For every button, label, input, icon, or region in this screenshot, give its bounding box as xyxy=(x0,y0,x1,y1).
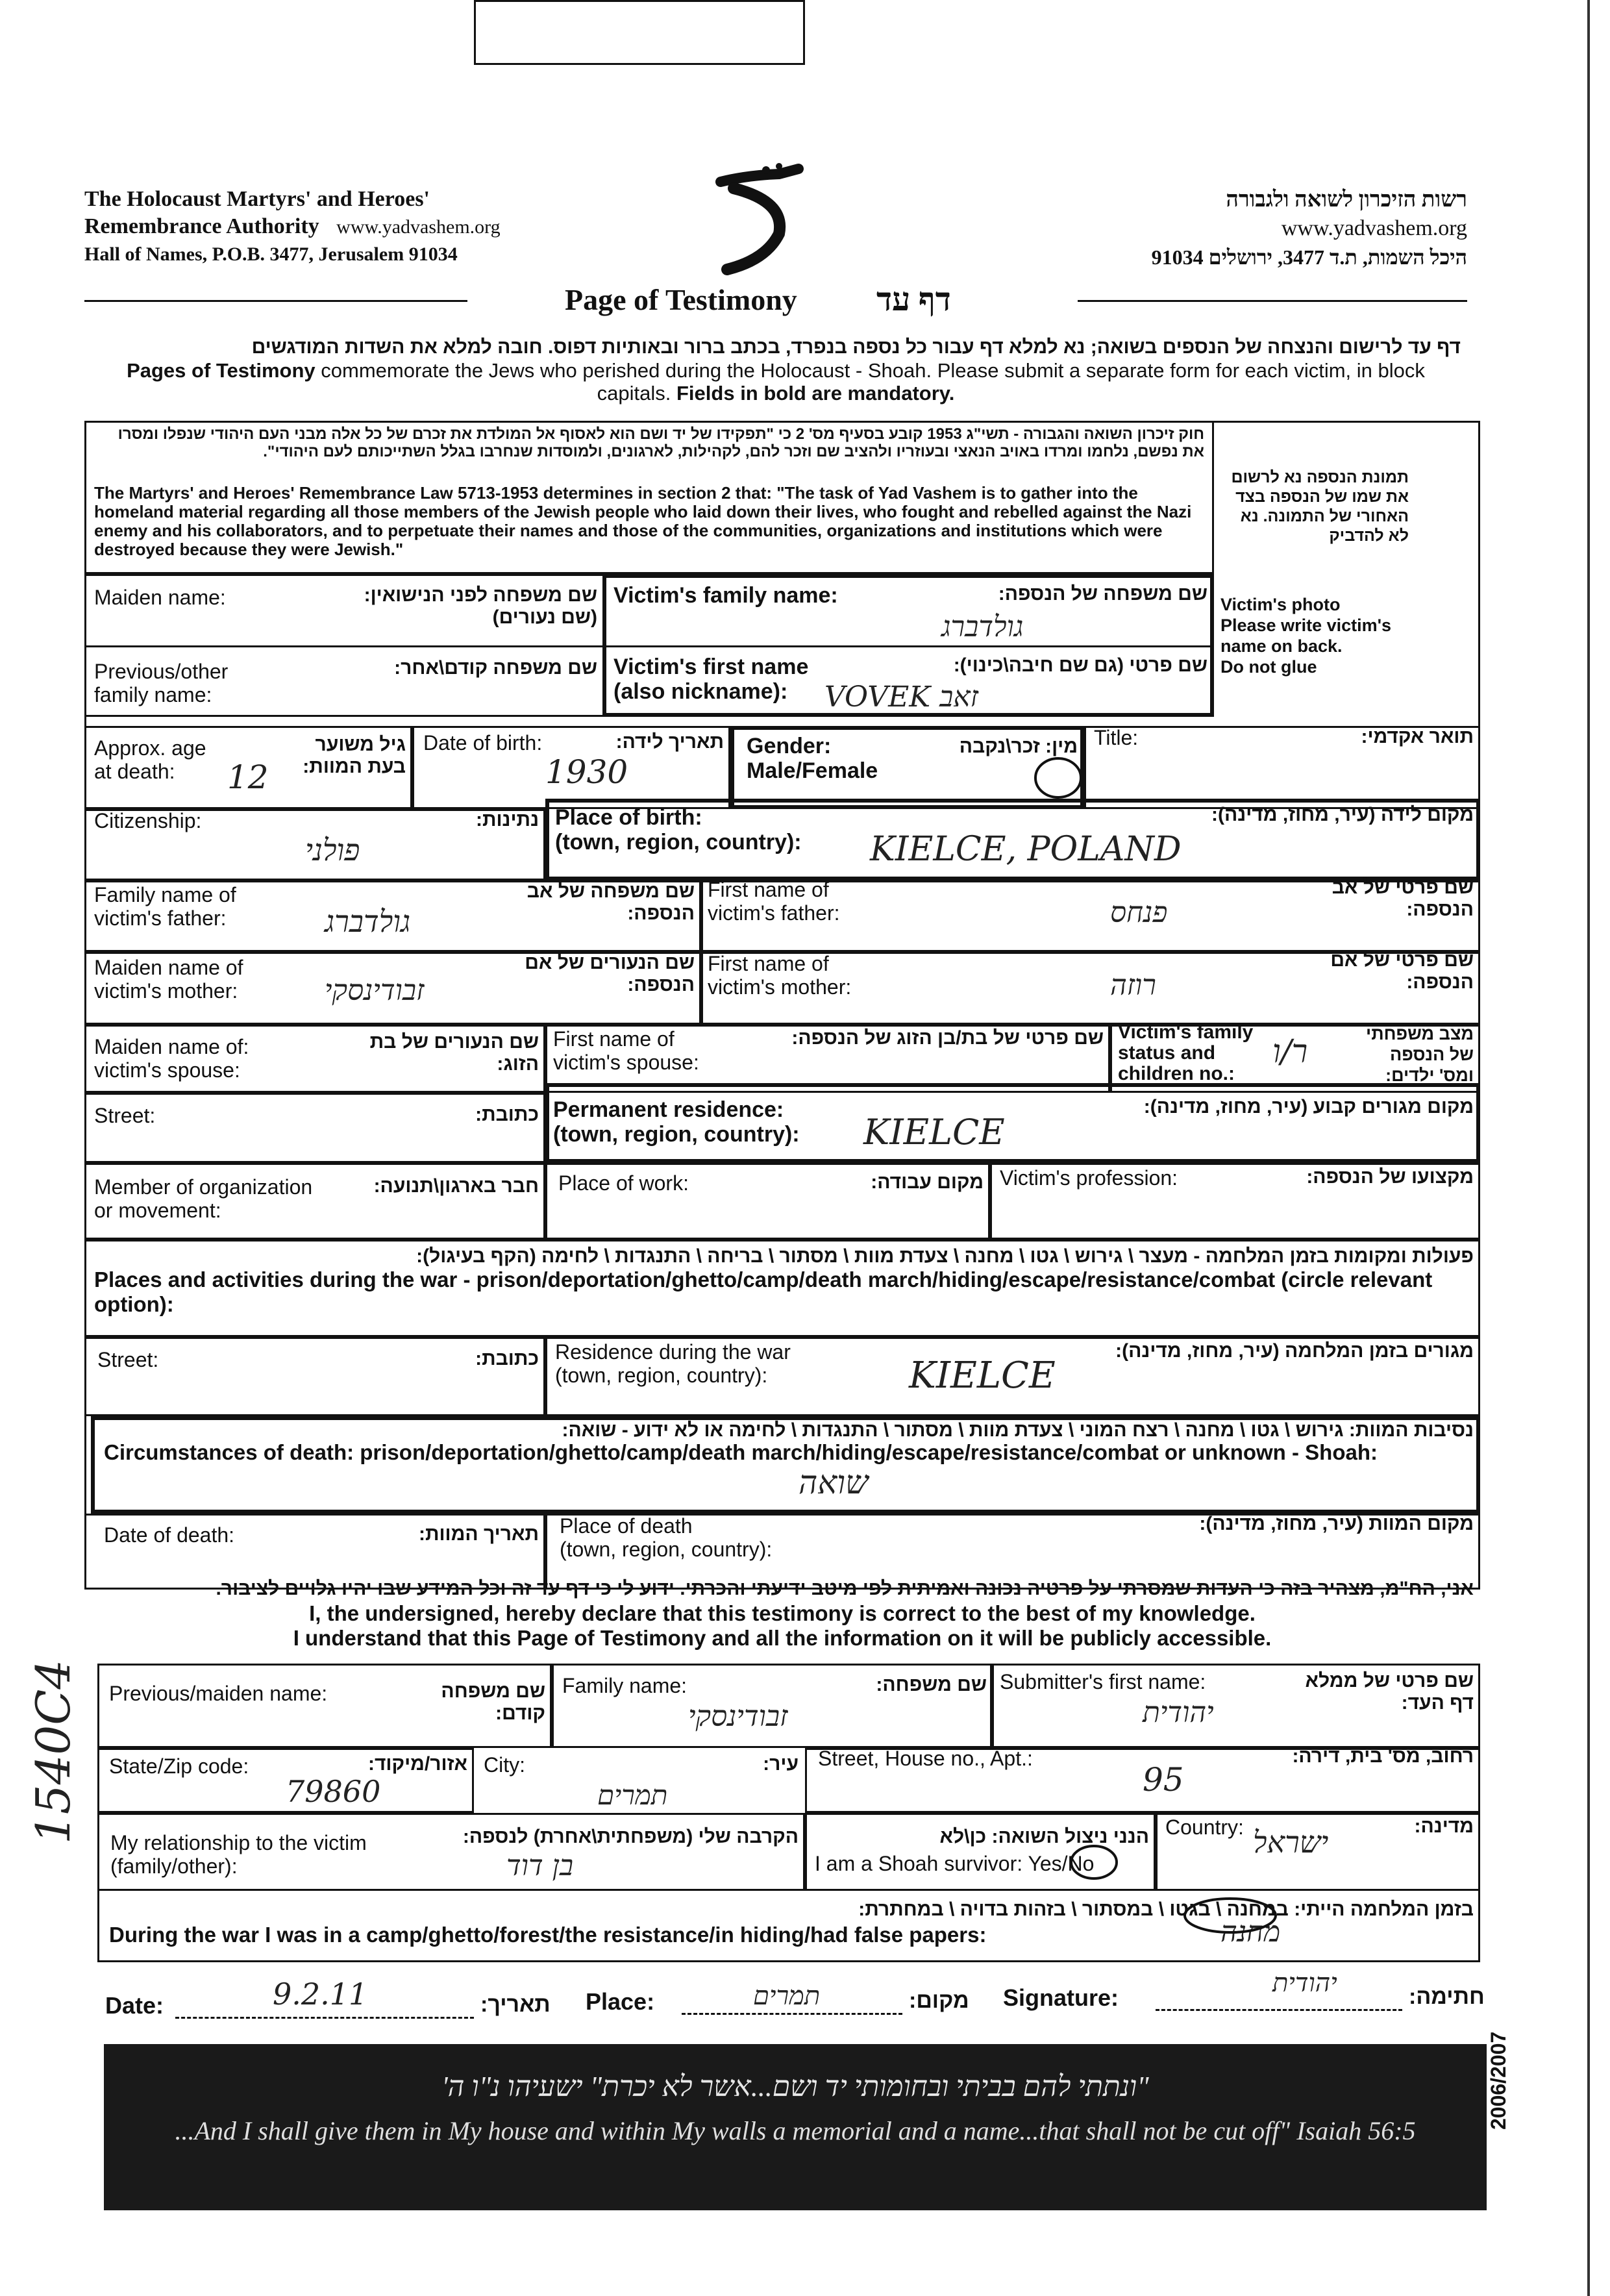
pob-en2: (town, region, country): xyxy=(555,830,802,855)
father-family-label-he: שם משפחה של אב הנספה: xyxy=(526,880,695,924)
signature-value[interactable]: יהודית xyxy=(1272,1968,1337,1998)
spouse-first-label xyxy=(553,1027,699,1074)
name-divider xyxy=(84,645,1214,647)
family-name-label: Victim's family name: xyxy=(613,583,838,608)
pob-en1: Place of birth: xyxy=(555,805,702,830)
date-label-he: תאריך: xyxy=(480,1992,551,2017)
yad-vashem-logo-icon xyxy=(708,162,811,276)
war-residence-en2: (town, region, country): xyxy=(555,1364,768,1387)
prev-family-en1: Previous/other xyxy=(94,660,229,683)
mother-first-label-he: שם פרטי של אם הנספה: xyxy=(1330,949,1474,993)
law-en: The Martyrs' and Heroes' Remembrance Law 5713-1953 determines in section 2 that: "The task of Yad Vashem is to gather into the homeland material regarding all those members of the Jewish people who laid down their lives, who fought and rebelled against the Nazi enemy and his collaborators, and to perpetuate their names and those of the communities, organizations and institutions which were destroyed because they were Jewish." xyxy=(94,483,1192,559)
age-en1: Approx. age xyxy=(94,736,206,760)
sub-street-label: Street, House no., Apt.: xyxy=(818,1747,1033,1770)
citizenship-label-he: נתינות: xyxy=(475,809,539,830)
archive-number: 1540C4 xyxy=(26,1659,80,1844)
signature-line[interactable] xyxy=(1156,2009,1402,2011)
street2-label-he: כתובת: xyxy=(475,1348,539,1369)
prev-name-label-he: שם משפחה קודם: xyxy=(441,1680,545,1724)
first-name-label xyxy=(613,655,808,704)
work-label-he: מקום עבודה: xyxy=(871,1171,984,1193)
prev-family-en2: family name: xyxy=(94,683,212,706)
war-residence-label-he: מגורים בזמן המלחמה (עיר, מחוז, מדינה): xyxy=(1115,1340,1474,1362)
gender-en2: Male/Female xyxy=(747,758,878,783)
war-residence-label xyxy=(555,1340,791,1387)
family-status-en1: Victim's family xyxy=(1118,1021,1254,1043)
city-cell xyxy=(474,0,805,65)
first-name-en2: (also nickname): xyxy=(613,679,788,704)
zip-label: State/Zip code: xyxy=(109,1754,249,1778)
residence-label xyxy=(553,1097,800,1147)
pob-value[interactable]: KIELCE, POLAND xyxy=(870,830,1182,869)
mother-first-value[interactable]: רוזה xyxy=(1110,969,1156,1002)
sub-first-label-he: שם פרטי של ממלא דף העד: xyxy=(1305,1670,1474,1714)
gender-en1: Gender: xyxy=(747,734,832,758)
pod-label xyxy=(560,1514,772,1561)
father-family-en2: victim's father: xyxy=(94,906,227,930)
org-line1: The Holocaust Martyrs' and Heroes' xyxy=(84,187,430,211)
dob-label: Date of birth: xyxy=(423,731,543,755)
mother-first-en1: First name of xyxy=(708,952,829,975)
street-label: Street: xyxy=(94,1104,156,1127)
father-first-label-he: שם פרטי של אב הנספה: xyxy=(1331,877,1474,920)
work-label: Place of work: xyxy=(558,1171,689,1195)
city-label-he: עיר: xyxy=(763,1753,799,1775)
photo-en3: name on back. xyxy=(1220,636,1343,656)
sub-street-label-he: רחוב, מס' בית, דירה: xyxy=(1292,1745,1474,1767)
activities-label-he: פעולות ומקומות בזמן המלחמה - מעצר \ גירוש \ גטו \ מחנה \ צעדת מוות \ מסתור \ בריחה \ התנגדות \ לחימה (הקף בעיגול): xyxy=(416,1245,1474,1267)
signature-label-he: חתימה: xyxy=(1409,1984,1485,2009)
maiden-name-label: Maiden name: xyxy=(94,586,226,609)
survivor-label-he: הנני ניצול השואה: כן\לא xyxy=(939,1826,1149,1847)
org-en2: or movement: xyxy=(94,1199,221,1222)
family-status-label xyxy=(1118,1022,1253,1084)
father-first-en1: First name of xyxy=(708,878,829,901)
intro-he: דף עד לרישום והנצחה של הנספים בשואה; נא למלא דף עבור כל נספה בנפרד, בכתב ברור ובאותיות דפוס. חובה למלא את השדות המודגשים xyxy=(251,336,1461,358)
father-family-label xyxy=(94,883,236,930)
signature-label: Signature: xyxy=(1003,1984,1119,2011)
gender-label xyxy=(747,734,878,783)
org-label xyxy=(94,1175,312,1222)
mother-maiden-en2: victim's mother: xyxy=(94,979,238,1003)
mother-maiden-value[interactable]: זבודינסקי xyxy=(325,974,425,1007)
sub-family-label: Family name: xyxy=(562,1674,687,1697)
war-status-label: During the war I was in a camp/ghetto/forest/the resistance/in hiding/had false papers: xyxy=(109,1923,987,1947)
intro-bold: Pages of Testimony xyxy=(127,359,316,382)
street-label-he: כתובת: xyxy=(475,1104,539,1125)
age-en2: at death: xyxy=(94,760,175,783)
photo-en1: Victim's photo xyxy=(1220,595,1341,614)
relationship-label xyxy=(110,1831,367,1878)
prev-family-label-he: שם משפחה קודם\אחר: xyxy=(394,657,597,679)
war-status-value[interactable]: מחנה xyxy=(1220,1915,1281,1949)
dod-label: Date of death: xyxy=(104,1523,235,1547)
prev-name-label: Previous/maiden name: xyxy=(109,1682,328,1705)
residence-label-he: מקום מגורים קבוע (עיר, מחוז, מדינה): xyxy=(1143,1096,1474,1117)
first-name-label-he: שם פרטי (גם שם חיבה\כינוי): xyxy=(953,655,1208,676)
mother-maiden-label xyxy=(94,956,243,1003)
citizenship-value[interactable]: פולני xyxy=(305,832,360,867)
mother-first-en2: victim's mother: xyxy=(708,975,852,999)
dob-value[interactable]: 1930 xyxy=(545,753,628,791)
family-name-value[interactable]: גולדברג xyxy=(941,610,1024,643)
family-status-label-he: מצב משפחתי של הנספה ומס' ילדים: xyxy=(1366,1024,1474,1085)
family-name-label-he: שם משפחה של הנספה: xyxy=(998,583,1208,605)
spouse-first-en2: victim's spouse: xyxy=(553,1051,699,1074)
org-name-en xyxy=(84,186,501,268)
pob-label xyxy=(555,805,802,855)
mother-maiden-label-he: שם הנעורים של אם הנספה: xyxy=(525,952,695,995)
residence-en2: (town, region, country): xyxy=(553,1122,800,1147)
website-en[interactable]: www.yadvashem.org xyxy=(336,216,501,238)
declaration-en2: I understand that this Page of Testimony and all the information on it will be publicly accessible. xyxy=(293,1626,1272,1650)
war-status-camp-circle-icon xyxy=(1182,1896,1279,1935)
profession-label: Victim's profession: xyxy=(1000,1166,1178,1190)
street2-label: Street: xyxy=(97,1348,159,1371)
sub-first-value[interactable]: יהודית xyxy=(1143,1696,1214,1729)
father-first-value[interactable]: פנחס xyxy=(1110,896,1168,929)
residence-en1: Permanent residence: xyxy=(553,1097,784,1122)
sub-family-value[interactable]: זבודינסקי xyxy=(688,1700,788,1733)
citizenship-label: Citizenship: xyxy=(94,809,202,832)
intro-text: commemorate the Jews who perished during the Holocaust - Shoah. Please submit a separate form for each victim, in block capitals. xyxy=(315,359,1425,405)
city-value[interactable]: תמרים xyxy=(597,1779,668,1811)
spouse-maiden-en1: Maiden name of: xyxy=(94,1035,249,1058)
gender-label-he: מין: זכר\נקבה xyxy=(959,736,1078,757)
org-name-he xyxy=(1013,186,1467,271)
pob-label-he: מקום לידה (עיר, מחוז, מדינה): xyxy=(1211,804,1474,825)
org-label-he: חבר בארגון\תנועה: xyxy=(373,1175,539,1197)
relationship-label-he: הקרבה שלי (משפחתית\אחרת) לנספה: xyxy=(462,1826,799,1847)
title-label: Title: xyxy=(1094,726,1139,749)
sub-street-value[interactable]: 95 xyxy=(1143,1761,1184,1799)
date-label: Date: xyxy=(105,1992,164,2019)
circumstances-label xyxy=(104,1440,1467,1465)
title-label-he: תואר אקדמי: xyxy=(1361,726,1474,747)
profession-label-he: מקצועו של הנספה: xyxy=(1306,1166,1474,1188)
family-status-en2: status and xyxy=(1118,1042,1216,1064)
photo-en4: Do not glue xyxy=(1220,657,1317,677)
activities-label: Places and activities during the war - prison/deportation/ghetto/camp/death march/hiding/escape/resistance/combat (circle relevant option): xyxy=(94,1267,1433,1316)
place-label: Place: xyxy=(586,1988,655,2015)
header-rule-right xyxy=(1078,300,1467,302)
family-status-en3: children no.: xyxy=(1118,1063,1235,1084)
gender-male-circle-icon xyxy=(1032,753,1084,802)
sub-first-label: Submitter's first name: xyxy=(1000,1670,1206,1693)
country-label-he: מדינה: xyxy=(1414,1816,1474,1837)
place-line xyxy=(682,2013,902,2015)
header-rule-left xyxy=(84,300,467,302)
circumstances-bold: Circumstances of death: xyxy=(104,1440,354,1464)
spouse-maiden-en2: victim's spouse: xyxy=(94,1058,240,1082)
prev-family-label xyxy=(94,660,228,706)
relationship-en2: (family/other): xyxy=(110,1854,238,1878)
age-value[interactable]: 12 xyxy=(227,758,269,796)
war-residence-en1: Residence during the war xyxy=(555,1340,791,1364)
declaration-he: אני, הח"מ, מצהיר בזה כי העדות שמסרתי על פרטיה נכונה ואמיתית לפי מיטב ידיעתי והכרתי. ידוע לי כי דף עד זה וכל המידע שבו יהיו גלויים לציבור. xyxy=(216,1578,1474,1599)
pod-label-he: מקום המוות (עיר, מחוז, מדינה): xyxy=(1199,1513,1474,1534)
pod-en2: (town, region, country): xyxy=(560,1538,773,1561)
age-label-he: גיל משוער בעת המוות: xyxy=(303,734,406,777)
footer-banner xyxy=(104,2044,1487,2210)
survivor-no-circle-icon xyxy=(1068,1843,1120,1882)
first-name-en1: Victim's first name xyxy=(613,655,809,679)
spouse-first-en1: First name of xyxy=(553,1027,675,1051)
pod-en1: Place of death xyxy=(560,1514,693,1538)
war-status-label-he: בזמן המלחמה הייתי: במחנה \ בגטו \ במסתור \ בזהות בדויה \ במחתרת: xyxy=(858,1899,1474,1920)
place-label-he: מקום: xyxy=(909,1988,969,2013)
father-family-value[interactable]: גולדברג xyxy=(325,904,411,939)
address-he: היכל השמות, ת.ד 3477, ירושלים 91034 xyxy=(1151,245,1467,269)
survivor-label: I am a Shoah survivor: Yes/No xyxy=(815,1852,1095,1875)
circumstances-text: prison/deportation/ghetto/camp/death march/hiding/escape/resistance/combat or unknown - Shoah: xyxy=(354,1440,1378,1464)
org-line2: Remembrance Authority xyxy=(84,214,319,238)
dod-label-he: תאריך המוות: xyxy=(418,1523,539,1545)
address-en: Hall of Names, P.O.B. 3477, Jerusalem 91034 xyxy=(84,243,458,265)
mother-first-label xyxy=(708,952,851,999)
form-title-he: דף עד xyxy=(876,281,951,318)
country-value[interactable]: ישראל xyxy=(1253,1825,1329,1860)
form-title-en: Page of Testimony xyxy=(565,283,797,316)
photo-instructions-en xyxy=(1220,594,1391,677)
declaration-en xyxy=(84,1601,1480,1651)
maiden-name-label-he: שם משפחה לפני הנישואין: (שם נעורים) xyxy=(364,584,597,628)
city-label: City: xyxy=(484,1753,525,1777)
father-family-en1: Family name of xyxy=(94,883,236,906)
place-value[interactable]: תמרים xyxy=(753,1981,821,2011)
scan-edge xyxy=(1587,0,1590,2296)
sub-family-label-he: שם משפחה: xyxy=(876,1674,987,1695)
country-label: Country: xyxy=(1165,1816,1244,1839)
age-label xyxy=(94,736,206,783)
spouse-maiden-label xyxy=(94,1035,249,1082)
intro-en xyxy=(88,359,1464,405)
zip-label-he: אזור/מיקוד: xyxy=(367,1753,467,1775)
zip-value[interactable]: 79860 xyxy=(286,1774,381,1809)
circumstances-label-he: נסיבות המוות: גירוש \ גטו \ מחנה \ רצח המוני \ צעדת מוות \ מסתור \ התנגדות \ לחימה או לא ידוע - שואה: xyxy=(562,1419,1474,1441)
website-he[interactable]: www.yadvashem.org xyxy=(1281,216,1467,240)
photo-instructions-he: תמונת הנספה נא לרשום את שמו של הנספה בצד האחורי של התמונה. נא לא להדביק xyxy=(1231,468,1409,545)
circumstances-value[interactable]: שואה xyxy=(799,1464,869,1501)
dob-label-he: תאריך לידה: xyxy=(615,731,724,753)
date-line xyxy=(175,2017,474,2019)
intro-mandatory: Fields in bold are mandatory. xyxy=(676,382,955,405)
spouse-maiden-label-he: שם הנעורים של בת הזוג: xyxy=(369,1031,539,1075)
father-first-label xyxy=(708,878,839,925)
mother-maiden-en1: Maiden name of xyxy=(94,956,243,979)
spouse-first-label-he: שם פרטי של בת/בן הזוג של הנספה: xyxy=(791,1027,1104,1049)
banner-verse-en: ...And I shall give them in My house and within My walls a memorial and a name...that shall not be cut off" Isaiah 56:5 xyxy=(175,2116,1416,2145)
relationship-value[interactable]: בן דוד xyxy=(506,1849,574,1882)
photo-en2: Please write victim's xyxy=(1220,616,1392,635)
declaration-en1: I, the undersigned, hereby declare that this testimony is correct to the best of my knowledge. xyxy=(309,1601,1256,1625)
date-value[interactable]: 9.2.11 xyxy=(273,1977,368,2012)
banner-verse-he: "ונתתי להם בביתי ובחומותי יד ושם...אשר לא יכרת" ישעיהו נ"ו ה' xyxy=(441,2071,1149,2103)
org-he: רשות הזיכרון לשואה ולגבורה xyxy=(1226,188,1467,212)
relationship-en1: My relationship to the victim xyxy=(110,1831,367,1854)
residence-value[interactable]: KIELCE xyxy=(863,1112,1005,1153)
war-residence-value[interactable]: KIELCE xyxy=(909,1354,1056,1397)
org-en1: Member of organization xyxy=(94,1175,313,1199)
law-he: חוק זיכרון השואה והגבורה - תשי"ג 1953 קובע בסעיף מס' 2 כי "תפקידו של יד ושם הוא לאסוף אל המולדת את זכרם של כל אלה מבני העם היהודי שנפלו ומסרו את נפשם, נלחמו ומרדו באויב הנאצי ובעוזריו ולהציב שם וזכר להם, לקהילות, לארגונים, ולמוסדות שנחרבו בגלל השתייכותם לעם היהודי". xyxy=(118,425,1204,460)
family-status-value[interactable]: ר/ו xyxy=(1272,1032,1308,1070)
father-first-en2: victim's father: xyxy=(708,901,840,925)
first-name-value[interactable]: VOVEK זאב xyxy=(824,680,978,714)
edition-label: 2006/2007 xyxy=(1487,2031,1510,2130)
